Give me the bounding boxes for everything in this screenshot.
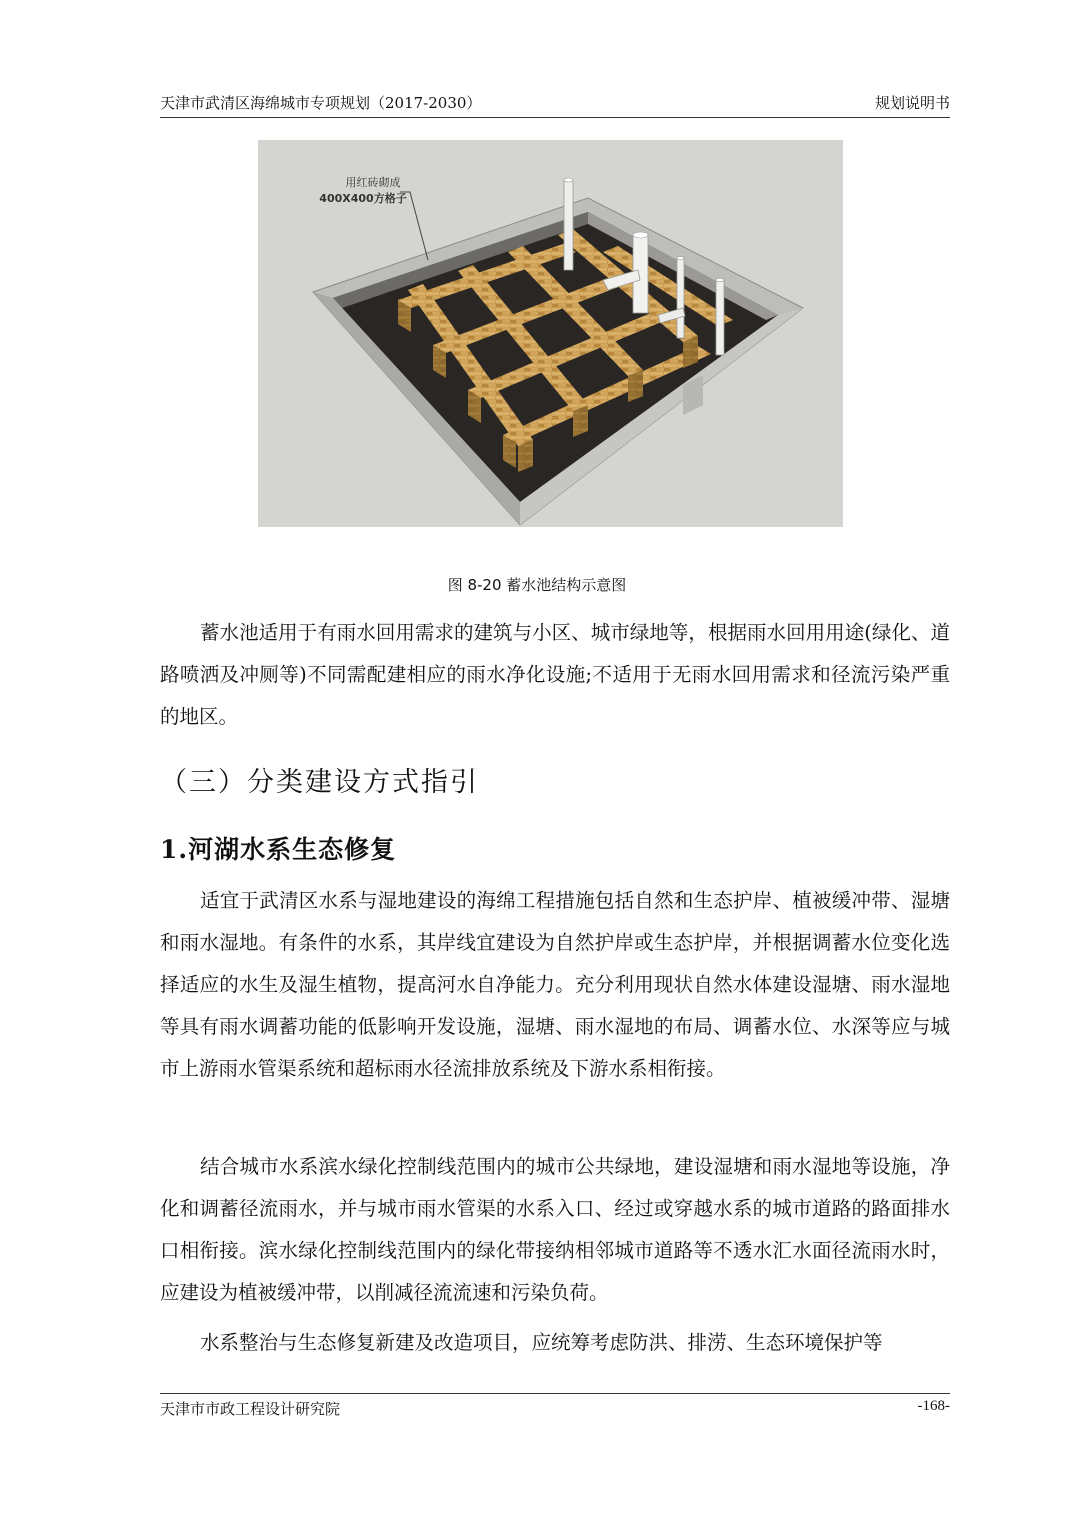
storage-tank-figure [258, 140, 843, 527]
header-divider [160, 117, 950, 118]
page-footer [160, 1398, 950, 1422]
footer-divider [160, 1393, 950, 1394]
header-title: 天津市武清区海绵城市专项规划（2017-2030） [160, 94, 482, 112]
paragraph-water-system: 适宜于武清区水系与湿地建设的海绵工程措施包括自然和生态护岸、植被缓冲带、湿塘和雨水湿地。有条件的水系，其岸线宜建设为自然护岸或生态护岸，并根据调蓄水位变化选择适应的水生及湿生植物，提高河水自净能力。充分利用现状自然水体建设湿塘、雨水湿地等具有雨水调蓄功能的低影响开发设施，湿塘、雨水湿地的布局、调蓄水位、水深等应与城市上游雨水管渠系统和超标雨水径流排放系统及下游水系相衔接。 [160, 889, 950, 1080]
page-header [160, 92, 950, 116]
subsection-heading: 1.河湖水系生态修复 [160, 835, 397, 864]
page-number: -168- [917, 1398, 950, 1414]
section-heading: （三）分类建设方式指引 [160, 767, 479, 798]
header-section: 规划说明书 [874, 94, 950, 112]
paragraph-renovation: 水系整治与生态修复新建及改造项目，应统筹考虑防洪、排涝、生态环境保护等 [200, 1331, 883, 1354]
storage-tank-illustration [258, 140, 843, 527]
callout-text-1: 用红砖砌成 [345, 176, 401, 189]
paragraph-storage-tank: 蓄水池适用于有雨水回用需求的建筑与小区、城市绿地等，根据雨水回用用途(绿化、道路喷洒及冲厕等)不同需配建相应的雨水净化设施;不适用于无雨水回用需求和径流污染严重的地区。 [160, 621, 950, 728]
footer-organization: 天津市市政工程设计研究院 [160, 1400, 341, 1418]
callout-text-2: 400X400方格子 [319, 192, 407, 205]
figure-caption: 图 8-20 蓄水池结构示意图 [447, 576, 627, 594]
paragraph-riverside-green: 结合城市水系滨水绿化控制线范围内的城市公共绿地，建设湿塘和雨水湿地等设施，净化和调蓄径流雨水，并与城市雨水管渠的水系入口、经过或穿越水系的城市道路的路面排水口相衔接。滨水绿化控制线范围内的绿化带接纳相邻城市道路等不透水汇水面径流雨水时，应建设为植被缓冲带，以削减径流流速和污染负荷。 [160, 1155, 950, 1304]
